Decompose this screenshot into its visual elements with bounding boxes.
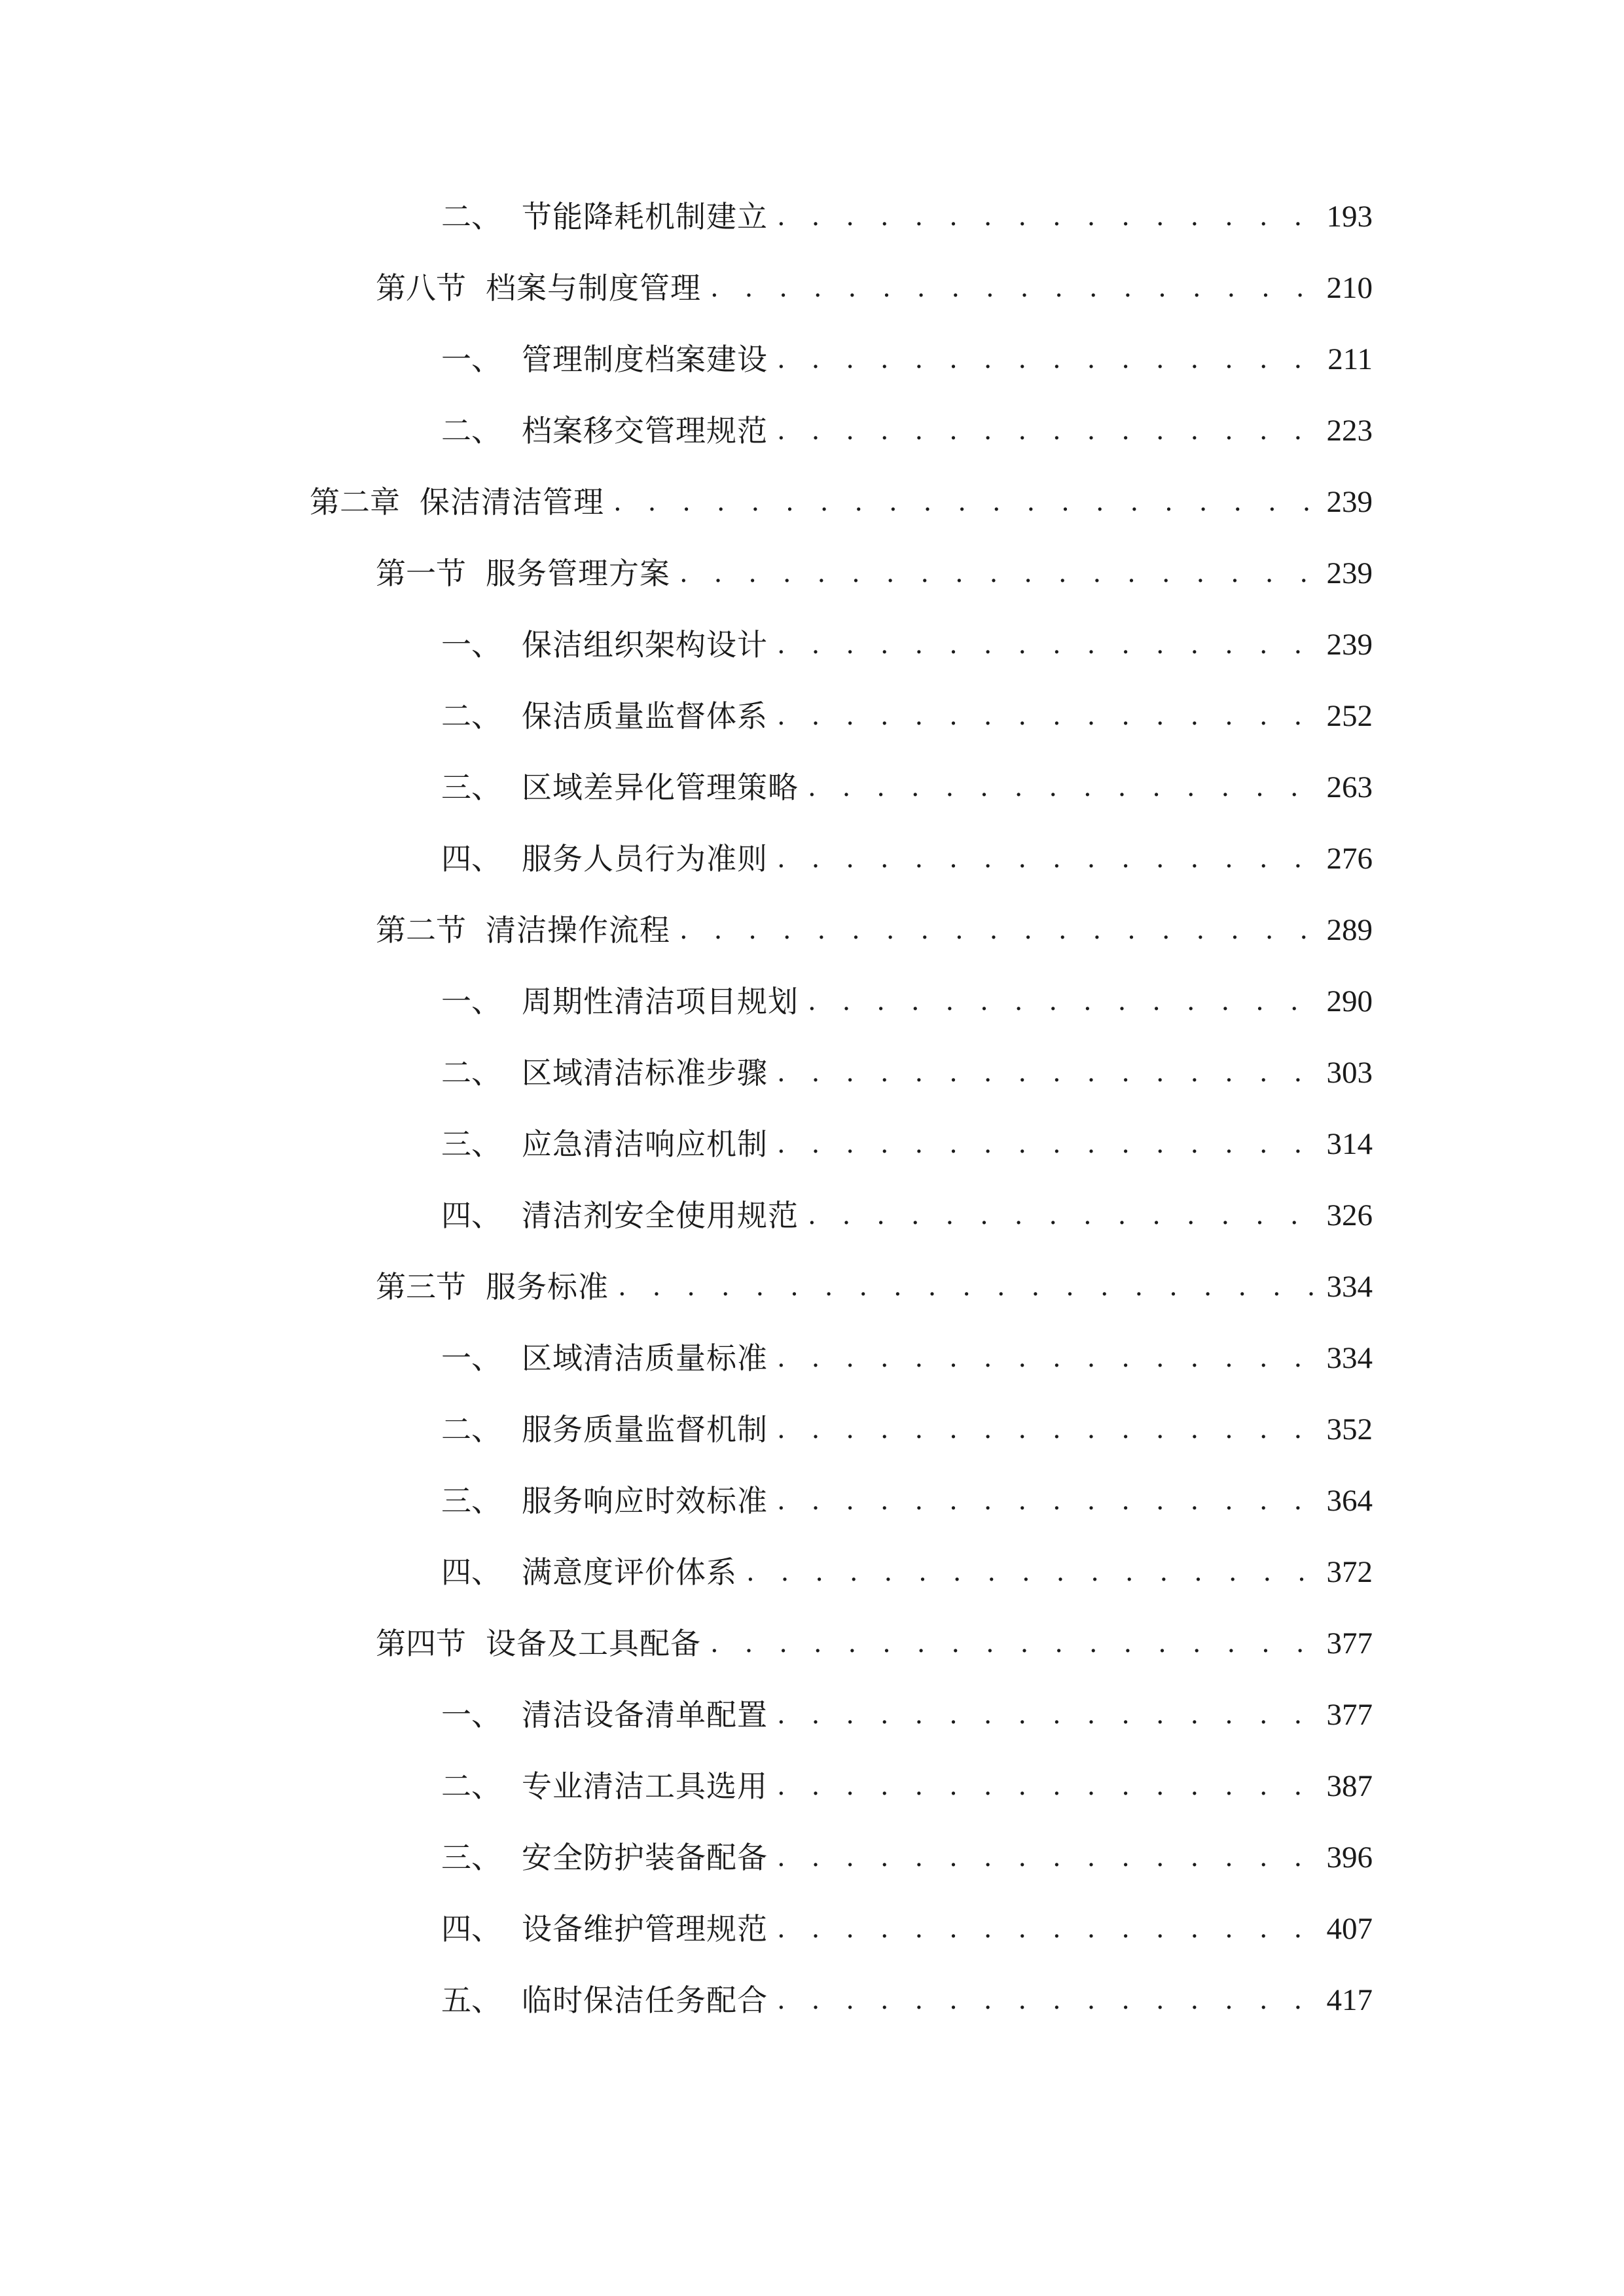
toc-entry[interactable]: [441, 622, 1373, 668]
toc-entry[interactable]: [441, 1121, 1373, 1167]
dot-leader: [777, 1050, 1314, 1096]
toc-entry[interactable]: [441, 336, 1373, 382]
entry-title: 应急清洁响应机制: [522, 1126, 768, 1162]
dot-leader: [808, 1193, 1314, 1238]
toc-entry[interactable]: [376, 265, 1373, 311]
dot-leader: [777, 693, 1314, 739]
toc-entry[interactable]: [441, 408, 1373, 454]
entry-number: 二、: [441, 413, 501, 448]
entry-page-number: 387: [1326, 1769, 1373, 1803]
entry-number: 三、: [441, 1126, 501, 1162]
entry-title: 安全防护装备配备: [522, 1840, 768, 1875]
dot-leader: [710, 265, 1314, 311]
toc-entry[interactable]: [376, 550, 1373, 596]
entry-page-number: 326: [1326, 1198, 1373, 1232]
entry-title: 节能降耗机制建立: [522, 199, 768, 234]
entry-page-number: 263: [1326, 770, 1373, 804]
entry-number: 四、: [441, 1198, 501, 1233]
entry-number: 一、: [441, 627, 501, 662]
dot-leader: [808, 978, 1314, 1024]
toc-entry[interactable]: [376, 1621, 1373, 1666]
dot-leader: [710, 1621, 1314, 1666]
entry-page-number: 334: [1326, 1270, 1373, 1304]
toc-entry[interactable]: [441, 1193, 1373, 1238]
entry-title: 清洁剂安全使用规范: [522, 1198, 799, 1233]
entry-title: 专业清洁工具选用: [522, 1768, 768, 1804]
toc-entry[interactable]: [441, 194, 1373, 240]
entry-title: 临时保洁任务配合: [522, 1982, 768, 2018]
dot-leader: [808, 764, 1314, 810]
entry-page-number: 407: [1326, 1912, 1373, 1946]
toc-entry[interactable]: [441, 836, 1373, 882]
toc-entry[interactable]: [441, 1335, 1373, 1381]
dot-leader: [777, 1977, 1314, 2023]
dot-leader: [777, 1407, 1314, 1452]
entry-number: 二、: [441, 1412, 501, 1447]
dot-leader: [777, 836, 1314, 882]
dot-leader: [777, 1763, 1314, 1809]
entry-title: 服务质量监督机制: [522, 1412, 768, 1447]
dot-leader: [777, 194, 1314, 240]
entry-page-number: 364: [1326, 1484, 1373, 1518]
entry-number: 二、: [441, 1768, 501, 1804]
toc-entry[interactable]: [441, 1692, 1373, 1738]
entry-title: 保洁质量监督体系: [522, 698, 768, 734]
entry-number: 第八节: [376, 270, 466, 306]
entry-page-number: 396: [1326, 1840, 1373, 1874]
dot-leader: [777, 408, 1314, 454]
entry-title: 档案移交管理规范: [522, 413, 768, 448]
entry-number: 二、: [441, 1055, 501, 1090]
entry-title: 服务响应时效标准: [522, 1483, 768, 1518]
entry-page-number: 210: [1326, 271, 1373, 305]
entry-number: 二、: [441, 698, 501, 734]
entry-number: 四、: [441, 1554, 501, 1590]
toc-entry[interactable]: [441, 1050, 1373, 1096]
entry-title: 清洁操作流程: [486, 912, 670, 948]
entry-title: 服务人员行为准则: [522, 841, 768, 876]
entry-number: 第四节: [376, 1626, 466, 1661]
entry-title: 管理制度档案建设: [522, 342, 768, 377]
entry-page-number: 417: [1326, 1983, 1373, 2017]
entry-title: 服务标准: [486, 1269, 609, 1304]
entry-page-number: 239: [1326, 556, 1373, 590]
entry-number: 第二章: [310, 484, 400, 520]
toc-entry[interactable]: [441, 1407, 1373, 1452]
entry-page-number: 211: [1327, 342, 1373, 376]
toc-entry[interactable]: [441, 764, 1373, 810]
entry-page-number: 352: [1326, 1412, 1373, 1446]
entry-number: 五、: [441, 1982, 501, 2018]
entry-number: 三、: [441, 1483, 501, 1518]
toc-entry[interactable]: [441, 1478, 1373, 1524]
entry-title: 清洁设备清单配置: [522, 1697, 768, 1732]
entry-number: 三、: [441, 1840, 501, 1875]
entry-page-number: 334: [1326, 1341, 1373, 1375]
entry-page-number: 223: [1326, 414, 1373, 448]
entry-page-number: 252: [1326, 699, 1373, 733]
dot-leader: [613, 479, 1314, 525]
entry-number: 一、: [441, 1697, 501, 1732]
toc-entry[interactable]: [441, 1977, 1373, 2023]
entry-title: 保洁清洁管理: [420, 484, 604, 520]
entry-page-number: 276: [1326, 842, 1373, 876]
entry-number: 第二节: [376, 912, 466, 948]
entry-page-number: 193: [1326, 200, 1373, 234]
dot-leader: [777, 1692, 1314, 1738]
dot-leader: [679, 907, 1314, 953]
toc-entry[interactable]: [441, 693, 1373, 739]
toc-entry[interactable]: [376, 1264, 1373, 1310]
entry-number: 第三节: [376, 1269, 466, 1304]
entry-page-number: 377: [1326, 1626, 1373, 1660]
dot-leader: [777, 1835, 1314, 1880]
entry-page-number: 372: [1326, 1555, 1373, 1589]
entry-title: 周期性清洁项目规划: [522, 984, 799, 1019]
entry-title: 区域清洁质量标准: [522, 1340, 768, 1376]
entry-number: 四、: [441, 841, 501, 876]
entry-title: 服务管理方案: [486, 556, 670, 591]
entry-page-number: 303: [1326, 1056, 1373, 1090]
entry-number: 一、: [441, 1340, 501, 1376]
dot-leader: [777, 1906, 1314, 1952]
entry-number: 一、: [441, 342, 501, 377]
entry-title: 满意度评价体系: [522, 1554, 737, 1590]
dot-leader: [777, 1478, 1314, 1524]
entry-number: 一、: [441, 984, 501, 1019]
toc-entry[interactable]: [376, 907, 1373, 953]
dot-leader: [746, 1549, 1314, 1595]
entry-title: 保洁组织架构设计: [522, 627, 768, 662]
dot-leader: [777, 1121, 1314, 1167]
toc-entry[interactable]: [441, 1835, 1373, 1880]
entry-title: 设备维护管理规范: [522, 1911, 768, 1946]
entry-number: 四、: [441, 1911, 501, 1946]
entry-page-number: 314: [1326, 1127, 1373, 1161]
dot-leader: [777, 336, 1314, 382]
entry-page-number: 239: [1326, 485, 1373, 519]
entry-title: 区域差异化管理策略: [522, 770, 799, 805]
entry-title: 档案与制度管理: [486, 270, 701, 306]
entry-number: 二、: [441, 199, 501, 234]
entry-title: 区域清洁标准步骤: [522, 1055, 768, 1090]
toc-entry[interactable]: [441, 978, 1373, 1024]
dot-leader: [777, 622, 1314, 668]
entry-page-number: 377: [1326, 1698, 1373, 1732]
dot-leader: [679, 550, 1314, 596]
toc-entry[interactable]: [441, 1763, 1373, 1809]
entry-page-number: 239: [1326, 628, 1373, 662]
entry-page-number: 289: [1326, 913, 1373, 947]
toc-entry[interactable]: [441, 1549, 1373, 1595]
dot-leader: [777, 1335, 1314, 1381]
entry-page-number: 290: [1326, 984, 1373, 1018]
entry-title: 设备及工具配备: [486, 1626, 701, 1661]
dot-leader: [618, 1264, 1314, 1310]
toc-entry[interactable]: [441, 1906, 1373, 1952]
toc-entry[interactable]: [310, 479, 1373, 525]
entry-number: 三、: [441, 770, 501, 805]
entry-number: 第一节: [376, 556, 466, 591]
